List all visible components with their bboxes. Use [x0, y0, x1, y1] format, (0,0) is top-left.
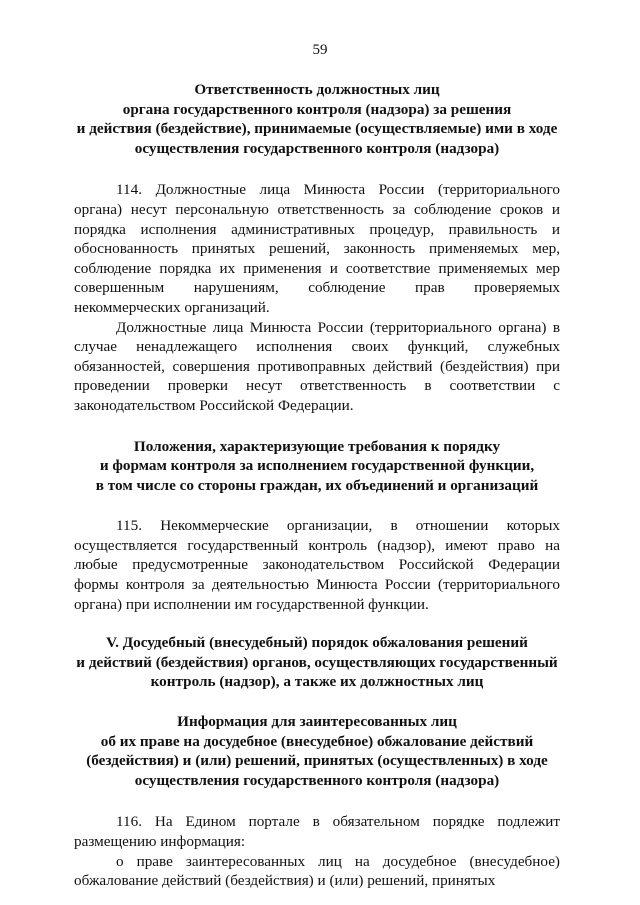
heading-line: осуществления государственного контроля (надзора): [134, 771, 500, 789]
section-heading-responsibility: [74, 80, 560, 158]
page-number: 59: [312, 42, 328, 58]
heading-line: Информация для заинтересованных лиц: [177, 713, 457, 731]
heading-line: и действия (бездействие), принимаемые (осуществляемые) ими в ходе: [76, 120, 558, 138]
heading-line: об их праве на досудебное (внесудебное) обжалование действий: [100, 732, 534, 750]
section-heading-information: [74, 712, 560, 790]
heading-line: контроль (надзор), а также их должностных лиц: [150, 673, 484, 691]
heading-line: и формам контроля за исполнением государственной функции,: [99, 457, 535, 475]
heading-line: осуществления государственного контроля (надзора): [134, 139, 500, 157]
heading-line: органа государственного контроля (надзора) за решения: [122, 100, 512, 118]
heading-line: Положения, характеризующие требования к порядку: [133, 437, 501, 455]
heading-line: Ответственность должностных лиц: [194, 81, 440, 98]
section-heading-control-requirements: [74, 437, 560, 496]
paragraph-115: 115. Некоммерческие организации, в отношении которых осуществляется государственный контроль (надзор), имеют право на любые предусмотренные законодательством Российской Федерации формы контроля за деятельностью Минюста России (территориального органа) при исполнении им государственной функции.: [74, 517, 560, 613]
paragraph-114: 114. Должностные лица Минюста России (территориального органа) несут персональную ответственность за соблюдение сроков и порядка исполнения административных процедур, правильность и обоснованность принятых решений, законность применяемых мер, соблюдение порядка их применения и соответствие применяемых мер совершенным нарушениям, соблюдение прав проверяемых некоммерческих организаций.: [74, 181, 560, 316]
paragraph-116: 116. На Едином портале в обязательном порядке подлежит размещению информация:: [74, 813, 560, 850]
heading-line: и действий (бездействия) органов, осуществляющих государственный: [76, 653, 558, 671]
heading-line: V. Досудебный (внесудебный) порядок обжалования решений: [106, 634, 528, 652]
section-heading-appeal-procedure: [74, 633, 560, 692]
heading-line: (бездействия) и (или) решений, принятых (осуществленных) в ходе: [86, 752, 548, 770]
heading-line: в том числе со стороны граждан, их объединений и организаций: [95, 476, 539, 494]
document-body: [74, 80, 560, 891]
paragraph-114-continued: Должностные лица Минюста России (территориального органа) в случае ненадлежащего исполнения своих функций, служебных обязанностей, совершения противоправных действий (бездействия) при проведении проверки несут ответственность в соответствии с законодательством Российской Федерации.: [74, 318, 560, 414]
paragraph-116-continued: о праве заинтересованных лиц на досудебное (внесудебное) обжалование действий (бездействия) и (или) решений, принятых: [74, 852, 560, 890]
